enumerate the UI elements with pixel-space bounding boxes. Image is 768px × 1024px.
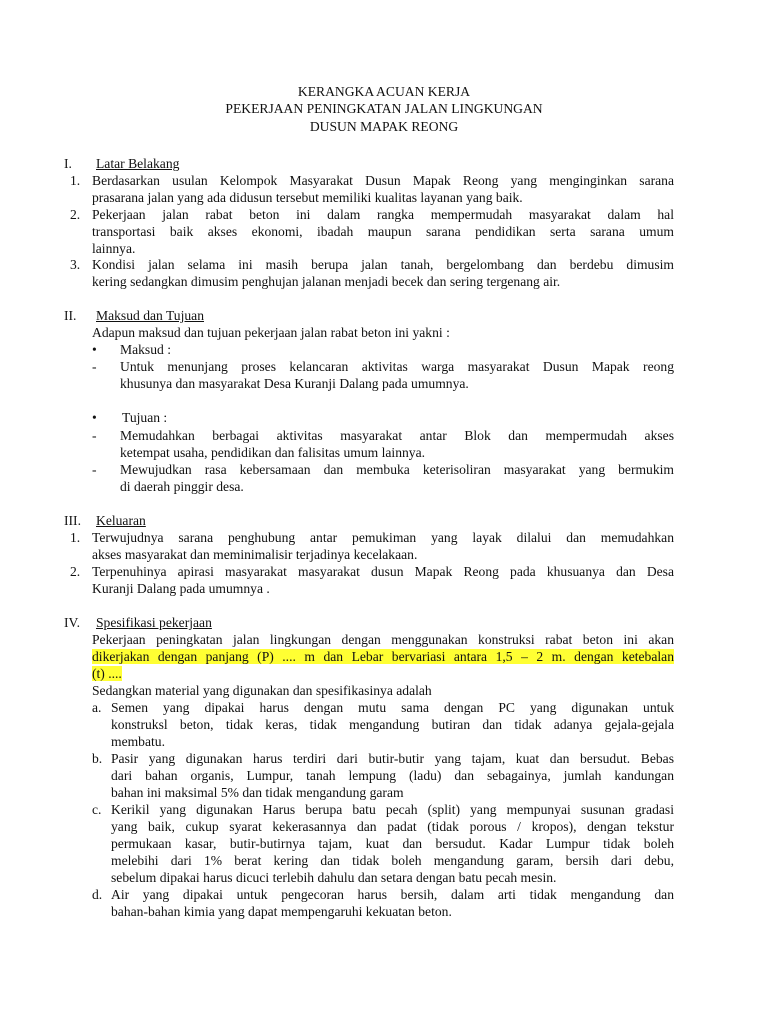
s2-intro: Adapun maksud dan tujuan pekerjaan jalan rabat beton ini yakni : [92, 325, 450, 340]
s2-tujuan-label: Tujuan : [122, 410, 168, 425]
s2-tujuan2-line2: di daerah pinggir desa. [120, 479, 244, 494]
s3-item2-number: 2. [70, 564, 81, 579]
s4-item-b-line2: dari bahan organis, Lumpur, tanah lempung (ladu) dan sebagainya, jumlah kandungan [111, 768, 674, 783]
s4-item-d-line1: Air yang dipakai untuk pengecoran harus bersih, dalam arti tidak mengandung dan [111, 887, 674, 902]
s2-tujuan1-line2: ketempat usaha, pendidikan dan falisitas umum lainnya. [120, 445, 426, 460]
s1-item3-line2: kering sedangkan dimusim penghujan jalanan menjadi becek dan sering tergenang air. [92, 274, 561, 289]
s4-para1-line2-highlighted [92, 648, 674, 665]
dash-icon: - [92, 359, 97, 374]
doc-title-line3: DUSUN MAPAK REONG [309, 119, 459, 134]
doc-title-line2: PEKERJAAN PENINGKATAN JALAN LINGKUNGAN [225, 101, 543, 116]
s1-item2-line1: Pekerjaan jalan rabat beton ini dalam rangka mempermudah masyarakat dalam hal [92, 207, 674, 222]
s4-para2: Sedangkan material yang digunakan dan spesifikasinya adalah [92, 683, 432, 698]
s4-item-c-line5: sebelum dipakai harus dicuci terlebih dahulu dan setara dengan batu pecah mesin. [111, 870, 557, 885]
s4-item-a-line1: Semen yang dipakai harus dengan mutu sama dengan PC yang digunakan untuk [111, 700, 674, 715]
section-3-number: III. [64, 513, 81, 528]
highlight-span: dikerjakan dengan panjang (P) .... m dan Lebar bervariasi antara 1,5 – 2 m. dengan ketebalan [92, 649, 674, 664]
s1-item3-line1: Kondisi jalan selama ini masih berupa jalan tanah, bergelombang dan berdebu dimusim [92, 257, 674, 272]
s4-item-a-letter: a. [92, 700, 102, 715]
section-4-number: IV. [64, 615, 80, 630]
s3-item2-line1: Terpenuhinya apirasi masyarakat masyarakat dusun Mapak Reong pada khusuanya dan Desa [92, 564, 674, 579]
s1-item2-line3: lainnya. [92, 241, 136, 256]
s2-tujuan2-line1: Mewujudkan rasa kebersamaan dan membuka keterisoliran masyarakat yang bermukim [120, 462, 674, 477]
s1-item2-line2: transportasi baik akses ekonomi, ibadah maupun sarana pendidikan serta sarana umum [92, 224, 674, 239]
s4-item-c-line1: Kerikil yang digunakan Harus berupa batu pecah (split) yang mempunyai susunan gradasi [111, 802, 674, 817]
doc-title-line1: KERANGKA ACUAN KERJA [297, 84, 471, 99]
s1-item1-line1: Berdasarkan usulan Kelompok Masyarakat Dusun Mapak Reong yang menginginkan sarana [92, 173, 674, 188]
s3-item1-number: 1. [70, 530, 81, 545]
s2-tujuan1-line1: Memudahkan berbagai aktivitas masyarakat antar Blok dan mempermudah akses [120, 428, 674, 443]
s4-item-a-line2: konstruksl beton, tidak keras, tidak mengandung butiran dan tidak adanya gejala-gejala [111, 717, 674, 732]
s4-item-c-line2: yang baik, cukup syarat kekerasannya dan padat (tidak porous / kropos), dengan tekstur [111, 819, 674, 834]
s4-para1-line3-highlighted [92, 665, 122, 682]
section-2-heading: Maksud dan Tujuan [96, 308, 205, 323]
s4-para1-line1: Pekerjaan peningkatan jalan lingkungan dengan menggunakan konstruksi rabat beton ini akan [92, 632, 674, 647]
s1-item2-number: 2. [70, 207, 81, 222]
section-4-heading: Spesifikasi pekerjaan [96, 615, 212, 630]
s1-item1-line2: prasarana jalan yang ada didusun tersebut memiliki kualitas layanan yang baik. [92, 190, 523, 205]
dash-icon: - [92, 428, 97, 443]
highlight-span: (t) .... [92, 666, 122, 681]
section-1-number: I. [64, 156, 72, 171]
s2-maksud-label: Maksud : [120, 342, 171, 357]
section-2-number: II. [64, 308, 77, 323]
s2-maksud-line1: Untuk menunjang proses kelancaran aktivitas warga masyarakat Dusun Mapak reong [120, 359, 674, 374]
bullet-icon: • [92, 342, 97, 357]
s4-item-b-line1: Pasir yang digunakan harus terdiri dari butir-butir yang tajam, kuat dan bersudut. Bebas [111, 751, 674, 766]
section-1-heading: Latar Belakang [96, 156, 180, 171]
s3-item1-line1: Terwujudnya sarana penghubung antar pemukiman yang layak dilalui dan memudahkan [92, 530, 674, 545]
s3-item2-line2: Kuranji Dalang pada umumnya . [92, 581, 270, 596]
s4-item-b-letter: b. [92, 751, 103, 766]
s1-item1-number: 1. [70, 173, 81, 188]
s4-item-c-line4: melebihi dari 1% berat kering dan tidak boleh mengandung garam, bersih dari debu, [111, 853, 674, 868]
s3-item1-line2: akses masyarakat dan meminimalisir terjadinya kecelakaan. [92, 547, 418, 562]
dash-icon: - [92, 462, 97, 477]
s4-item-c-line3: permukaan kasar, butir-butirnya tajam, kuat dan bersudut. Kadar Lumpur tidak boleh [111, 836, 674, 851]
s4-item-b-line3: bahan ini maksimal 5% dan tidak mengandung garam [111, 785, 404, 800]
s2-maksud-line2: khusunya dan masyarakat Desa Kuranji Dalang pada umumnya. [120, 376, 469, 391]
s4-item-d-letter: d. [92, 887, 103, 902]
s1-item3-number: 3. [70, 257, 81, 272]
s4-item-d-line2: bahan-bahan kimia yang dapat mempengaruhi kekuatan beton. [111, 904, 452, 919]
s4-item-a-line3: membatu. [111, 734, 165, 749]
bullet-icon: • [92, 410, 97, 425]
section-3-heading: Keluaran [96, 513, 146, 528]
s4-item-c-letter: c. [92, 802, 102, 817]
